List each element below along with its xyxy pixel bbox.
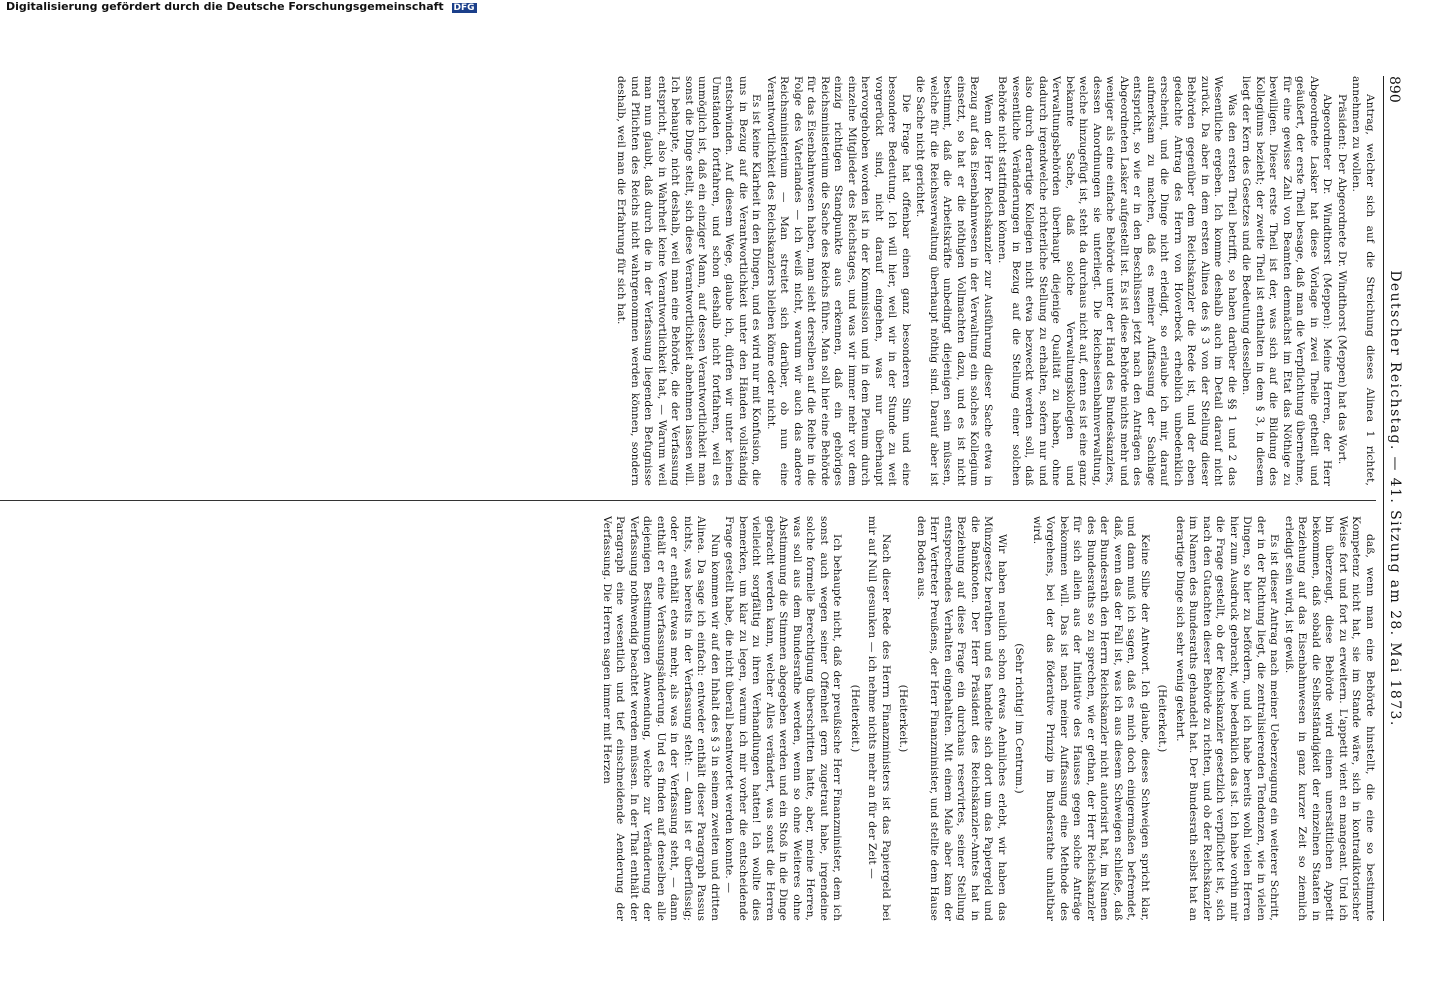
- paragraph: Die Frage hat offenbar einen ganz besonderen Sinn und eine besondere Bedeutung. Ich will hier, weil wir in der Stunde zu weit vorgerückt sind, nicht darauf eingehen, was nur überhaupt hervorgehoben worden ist in der Kommission und in dem Plenum durch einzelne Mitglieder des Reichstages, und was wir immer mehr vor dem einzig richtigen Standpunkte aus erkennen, daß ein gehöriges Reichsministerium die Sache des Reichs führe. Man soll hier eine Behörde für das Eisenbahnwesen haben, man sieht derselben auf die Reihe in die Folge des Vaterlandes — ich weiß nicht, warum wir auch das andere Reichsministerium — Man streitet sich darüber, ob nun eine Verantwortlichkeit des Reichskanzlers bleiben könne oder nicht.: [765, 76, 912, 486]
- paragraph: Präsident: Der Abgeordnete Dr. Windthorst (Meppen) hat das Wort.: [1336, 94, 1348, 465]
- paragraph: Ich behaupte nicht, daß der preußische Herr Finanzminister, dem ich sonst auch wegen seiner Offenheit gern zugetraut habe, irgendeine solche formelle Berechtigung überschritten hatte, aber, meine Herren, was soll aus dem Bundesrathe werden, wenn so ohne Weiteres ohne Abstimmung die Stimmen abgegeben werden und ein Stoß in die Dinge gebracht werden kann, welcher Alles verändert, was sonst die Herren vielleicht sorgfältig zu ihren Verhandlungen hatten! Ich wollte dies bemerken, um klar zu legen, warum ich mir vorher die entscheidende Frage gestellt habe, die nicht überall beantwortet werden konnte. —: [723, 516, 844, 921]
- interjection: (Sehr richtig! im Centrum.): [1013, 643, 1026, 794]
- left-text-column: [0, 76, 1376, 486]
- paragraph: Es ist keine Klarheit in den Dingen, und es wird nur mit Konfusion, die uns in Bezug auf die Verantwortlichkeit unter den Händen vollständig entschwinden. Auf diesem Wege, glaube ich, dürfen wir unter keinen Umständen fortfahren, und schon deshalb nicht fortfahren, weil es unmöglich ist, daß ein einziger Mann, auf dessen Verantwortlichkeit man sonst die Dinge stellt, sich diese Verantwortlichkeit abnehmen lassen will. Ich behaupte, nicht deshalb, weil man eine Behörde, die der Verfassung entspricht, also in Wahrheit keine Verantwortlichkeit hat, — Warum weil man nun glaubt, daß durch die in der Verfassung liegenden Befugnisse und Pflichten des Reichs nicht wahrgenommen werden können, sondern deshalb, weil man die Erfahrung für sich hat.: [615, 76, 763, 486]
- paragraph: Antrag, welcher sich auf die Streichung dieses Alinea 1 richtet, annehmen zu wollen.: [1350, 76, 1376, 486]
- paragraph: daß, wenn man eine Behörde hinstellt, die eine so bestimmte Kompetenz nicht hat, sie im Stande wäre, sich in kontradiktorischer Weise fort und fort zu erweitern. L'appetit vient en mangeant. Und ich bin überzeugt, diese Behörde wird einen unersättlichen Appetit bekommen, daß sobald die Selbstständigkeit der einzelnen Staaten in Beziehung auf das Eisenbahnwesen in ganz kurzer Zeit so ziemlich erledigt sein wird, ist gewiß.: [1283, 516, 1376, 921]
- paragraph: Keine Silbe der Antwort. Ich glaube, dieses Schweigen spricht klar, und dann muß ich sagen, daß es mich doch einigermaßen befremdet, daß, wenn das der Fall ist, was ich aus diesem Schweigen schließe, daß der Bundesrath den Herrn Reichskanzler nicht autorisirt hat, im Namen des Bundesraths so zu sprechen, wie er gethan, der Herr Reichskanzler für sich allein aus der Initiative des Hauses gegen solche Anträge bekommen will. Das ist nach meiner Auffassung eine Methode des Vorgehens, bei der das föderative Prinzip im Bundesrathe unhaltbar wird.: [1031, 516, 1151, 921]
- digitization-note: Digitalisierung gefördert durch die Deutsche Forschungsgemeinschaft: [6, 0, 444, 13]
- digitization-footer: [0, 0, 475, 20]
- page-number: 890: [1386, 76, 1402, 103]
- dfg-logo: DFG: [453, 3, 475, 13]
- paragraph: Was den ersten Theil betrifft, so haben darüber die §§ 1 und 2 das Wesentliche ergeben. Ich komme deshalb auch im Detail darauf nicht zurück. Da aber in dem ersten Alinea des § 3 von der Stellung dieser Behörden gegenüber dem Reichskanzler die Rede ist, und der eben gedachte Antrag des Herrn von Hoverbeck erheblich unbedenklich erscheint, und die Dinge nicht erledigt, so erlaube ich mir, darauf aufmerksam zu machen, daß es meiner Auffassung der Sachlage entspricht, so wie er in den Beschlüssen jetzt nach den Anträgen des Abgeordneten Lasker aufgestellt ist. Es ist diese Behörde nichts mehr und weniger als eine einfache Behörde unter der Hand des Bundeskanzlers, dessen Anordnungen sie unterliegt. Die Reichseisenbahnverwaltung, welche hinzugefügt ist, steht da durchaus nicht auf, denn es ist eine ganz bekannte Sache, daß solche Verwaltungskollegien und Verwaltungsbehörden überhaupt diejenige Qualität zu haben, ohne dadurch irgendwelche richterliche Stellung zu erhalten, sofern nur und also durch derartige Kollegien nicht etwa bezweckt werden soll, daß wesentliche Veränderungen in Bezug auf die Stellung einer solchen Behörde nicht stattfinden können.: [996, 76, 1238, 486]
- paragraph: Nach dieser Rede des Herrn Finanzministers ist das Papiergeld bei mir auf Null gesunken — ich nehme nichts mehr an für der Zeit —: [866, 516, 892, 921]
- column-divider: [0, 500, 1376, 501]
- footer-text-wrap: [6, 0, 477, 13]
- interjection: (Heiterkeit.): [1156, 684, 1169, 753]
- paragraph: Es ist dieser Antrag nach meiner Ueberzeugung ein weiterer Schritt, der in der Richtung liegt, die zentralisierenden Tendenzen, wie in vielen Dingen, so hier zu befördern, und ich habe bereits wohl vielen Herren hier zum Ausdruck gebracht, wie bedenklich das ist. Ich habe vorhin mir die Frage gestellt, ob der Reichskanzler gesetzlich verpflichtet ist, sich nach den Gutachten dieser Behörde zu richten, und ob der Reichskanzler im Namen des Bundesraths gehandelt hat. Der Bundesrath selbst hat an derartige Dinge sich sehr wenig gekehrt.: [1174, 516, 1281, 921]
- interjection: (Heiterkeit.): [897, 684, 910, 753]
- paragraph: Nun kommen wir auf den Inhalt des § 3 in seinem zweiten und dritten Alinea. Da sage ich einfach: entweder enthält dieser Paragraph Passus nichts, was bereits in der Verfassung steht: — dann ist er überflüssig; oder er enthält etwas mehr, als was in der Verfassung steht, — dann enthält er eine Verfassungsänderung. Und es finden auf denselben alle diejenigen Bestimmungen Anwendung, welche zur Veränderung der Verfassung nothwendig beachtet werden müssen. In der That enthält der Paragraph eine wesentlich und tief einschneidende Aenderung der Verfassung. Die Herren sagen immer mit Herzen: [601, 516, 721, 921]
- page-header: [1383, 76, 1404, 921]
- paragraph: Abgeordneter Dr. Windthorst (Meppen): Meine Herren, der Herr Abgeordnete Lasker hat diese Vorlage in zwei Theile getheilt und geäußert, der erste Theil besage, daß man die Verpflichtung übernehme, für eine gewisse Zahl von Beamten demnächst im Etat das Nöthige zu bewilligen. Dieser erste Theil ist der, was sich auf die Bildung des Kollegiums bezieht; der zweite Theil ist enthalten in dem § 3, in diesem liegt der Kern des Gesetzes und die Bedeutung desselben.: [1240, 76, 1334, 486]
- running-title: Deutscher Reichstag. — 41. Sitzung am 28. Mai 1873.: [1387, 270, 1403, 727]
- interjection: (Heiterkeit.): [849, 684, 861, 753]
- right-text-column: [0, 516, 1376, 921]
- paragraph: Wenn der Herr Reichskanzler zur Ausführung dieser Sache etwa in Bezug auf das Eisenbahnwesen in der Verwaltung ein solches Kollegium einsetzt, so hat er die nöthigen Vollmachten dazu, und es ist nicht bestimmt, daß die Arbeitskräfte unbedingt diejenigen sein müssen, welche für die Reichsverwaltung überhaupt nöthig sind. Darauf aber ist die Sache nicht gerichtet.: [914, 76, 994, 486]
- paragraph: Wir haben neulich schon etwas Aehnliches erlebt, wir haben das Münzgesetz berathen und es handelte sich dort um das Papiergeld und die Banknoten. Der Herr Präsident des Reichskanzler-Amtes hat in Beziehung auf diese Frage ein durchaus reservirtes, seiner Stellung entsprechendes Verhalten eingehalten. Mit einem Male aber kam der Herr Vertreter Preußens, der Herr Finanzminister, und stellte dem Hause den Boden aus.: [915, 516, 1008, 921]
